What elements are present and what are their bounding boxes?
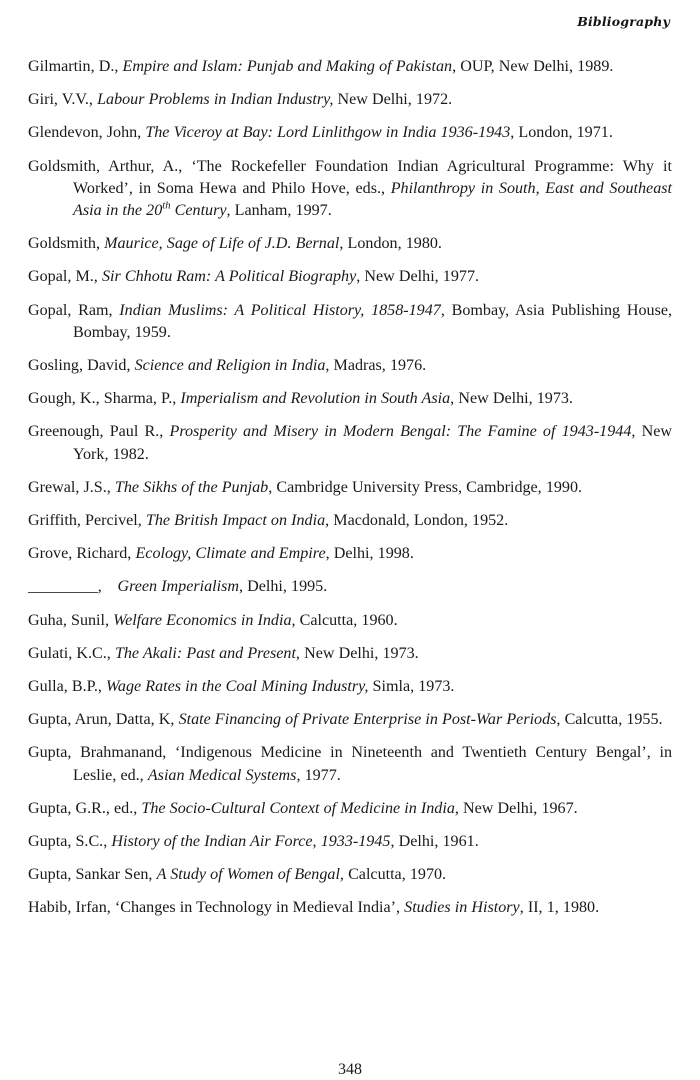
title-italic: Welfare Economics in India,	[113, 611, 296, 629]
bibliography-entry	[28, 610, 672, 632]
bibliography-entry	[28, 388, 672, 410]
bibliography-entry	[28, 897, 672, 919]
title-italic: The Sikhs of the Punjab	[114, 478, 269, 496]
bibliography-entry	[28, 676, 672, 698]
bibliography-entry	[28, 576, 672, 598]
entry-text: , Cambridge University Press, Cambridge, 1990.	[268, 478, 583, 496]
entry-text: Goldsmith, Arthur, A., ‘The Rockefeller Foundation Indian Agricultural Programme: Why it Worked’, in Soma Hewa and Philo Hove, eds.,	[28, 157, 672, 197]
entry-text: , New Delhi, 1973.	[450, 390, 573, 408]
title-italic: The Akali: Past and Present	[114, 644, 296, 662]
page-number: 348	[338, 1061, 362, 1078]
bibliography-entry	[28, 266, 672, 288]
title-italic: Wage Rates in the Coal Mining Industry,	[106, 678, 369, 696]
bibliography-entry	[28, 831, 672, 853]
entry-text: Goldsmith,	[28, 235, 105, 253]
bibliography-entry-list	[28, 56, 672, 920]
bibliography-entry	[28, 742, 672, 786]
bibliography-entry	[28, 798, 672, 820]
entry-text: Gulla, B.P.,	[28, 678, 106, 696]
entry-text: Gough, K., Sharma, P.,	[28, 390, 181, 408]
entry-text: , OUP, New Delhi, 1989.	[452, 58, 614, 75]
title-italic: Studies in History	[404, 899, 520, 917]
title-italic: Science and Religion in India	[134, 357, 326, 375]
entry-text: Gupta, Sankar Sen,	[28, 866, 157, 884]
bibliography-entry	[28, 421, 672, 465]
entry-text: Glendevon, John,	[28, 124, 146, 142]
entry-text: Calcutta, 1970.	[343, 866, 447, 884]
title-italic: The Socio-Cultural Context of Medicine in India	[141, 799, 455, 817]
running-head	[28, 0, 672, 42]
entry-text: , London, 1971.	[510, 124, 613, 142]
entry-text: , London, 1980.	[339, 235, 442, 253]
bibliography-entry	[28, 355, 672, 377]
entry-text: Gilmartin, D.,	[28, 58, 123, 75]
bibliography-entry	[28, 864, 672, 886]
entry-text: Grewal, J.S.,	[28, 478, 115, 496]
title-italic: A Study of Women of Bengal,	[156, 866, 344, 884]
bibliography-entry	[28, 233, 672, 255]
title-italic: Sir Chhotu Ram: A Political Biography	[101, 268, 357, 286]
entry-text: , Delhi, 1995.	[238, 578, 328, 596]
title-italic: Maurice, Sage of Life of J.D. Bernal	[104, 235, 340, 253]
title-italic: Indian Muslims: A Political History, 1858-1947	[119, 301, 441, 319]
entry-text: Gupta, G.R., ed.,	[28, 799, 142, 817]
title-italic: Green Imperialism	[117, 578, 239, 596]
bibliography-entry	[28, 543, 672, 565]
bibliography-entry	[28, 510, 672, 532]
title-italic: Philanthropy in South, East and Southeast Asia in the 20	[73, 179, 672, 220]
entry-text: Guha, Sunil,	[28, 611, 114, 629]
bibliography-entry	[28, 156, 672, 223]
entry-text: , Delhi, 1961.	[390, 833, 479, 851]
bibliography-entry	[28, 300, 672, 344]
title-italic: Labour Problems in Indian Industry,	[97, 91, 334, 109]
entry-text: , Calcutta, 1955.	[556, 711, 663, 729]
entry-text: , New Delhi, 1967.	[454, 799, 578, 817]
entry-text: Calcutta, 1960.	[295, 611, 398, 629]
entry-text: Grove, Richard,	[28, 545, 136, 563]
ordinal-superscript: th	[162, 200, 171, 212]
entry-text: Gopal, Ram,	[28, 301, 120, 319]
running-head-title: Bibliography	[577, 13, 670, 29]
bibliography-entry	[28, 89, 672, 111]
entry-text: Gupta, S.C.,	[28, 833, 112, 851]
entry-text: , Madras, 1976.	[325, 357, 427, 375]
entry-text: , 1977.	[296, 766, 341, 784]
entry-text: , II, 1, 1980.	[519, 899, 600, 917]
entry-text: , Delhi, 1998.	[325, 545, 414, 563]
title-italic: History of the Indian Air Force, 1933-1945	[111, 833, 391, 851]
bibliography-entry	[28, 643, 672, 665]
entry-text: , Macdonald, London, 1952.	[325, 512, 509, 530]
title-italic: Empire and Islam: Punjab and Making of Pakistan	[122, 58, 453, 75]
entry-text: Simla, 1973.	[368, 678, 455, 696]
title-italic: The British Impact on India	[145, 512, 326, 530]
bibliography-entry	[28, 56, 672, 78]
title-italic: Century	[170, 202, 227, 220]
entry-text: Griffith, Percivel,	[28, 512, 146, 530]
entry-text: , New Delhi, 1973.	[295, 644, 419, 662]
title-italic: The Viceroy at Bay: Lord Linlithgow in India 1936-1943	[145, 124, 511, 142]
entry-text: New Delhi, 1972.	[333, 91, 453, 109]
entry-text: Gopal, M.,	[28, 268, 102, 286]
title-italic: Asian Medical Systems	[147, 766, 297, 784]
entry-text: Gosling, David,	[28, 357, 135, 375]
entry-text: , New York, 1982.	[73, 423, 672, 463]
entry-text: , Bombay, Asia Publishing House, Bombay, 1959.	[73, 301, 673, 341]
entry-text: Habib, Irfan, ‘Changes in Technology in Medieval India’,	[28, 899, 405, 917]
entry-text: Greenough, Paul R.,	[28, 423, 170, 441]
title-italic: State Financing of Private Enterprise in Post-War Periods	[178, 711, 557, 729]
bibliography-entry	[28, 122, 672, 144]
bibliography-entry	[28, 709, 672, 731]
title-italic: Imperialism and Revolution in South Asia	[180, 390, 451, 408]
page-footer	[0, 1060, 700, 1080]
entry-text: Giri, V.V.,	[28, 91, 98, 109]
entry-text: Gupta, Brahmanand, ‘Indigenous Medicine in Nineteenth and Twentieth Century Bengal’, in Leslie, ed.,	[28, 744, 672, 784]
title-italic: Ecology, Climate and Empire	[135, 545, 326, 563]
entry-text: Gupta, Arun, Datta, K,	[28, 711, 179, 729]
repeated-author-rule: _________,	[28, 578, 102, 596]
entry-text: , New Delhi, 1977.	[356, 268, 480, 286]
bibliography-entry	[28, 477, 672, 499]
title-italic: Prosperity and Misery in Modern Bengal: The Famine of 1943-1944	[169, 423, 632, 441]
entry-text: Gulati, K.C.,	[28, 644, 115, 662]
entry-text: , Lanham, 1997.	[226, 202, 332, 220]
